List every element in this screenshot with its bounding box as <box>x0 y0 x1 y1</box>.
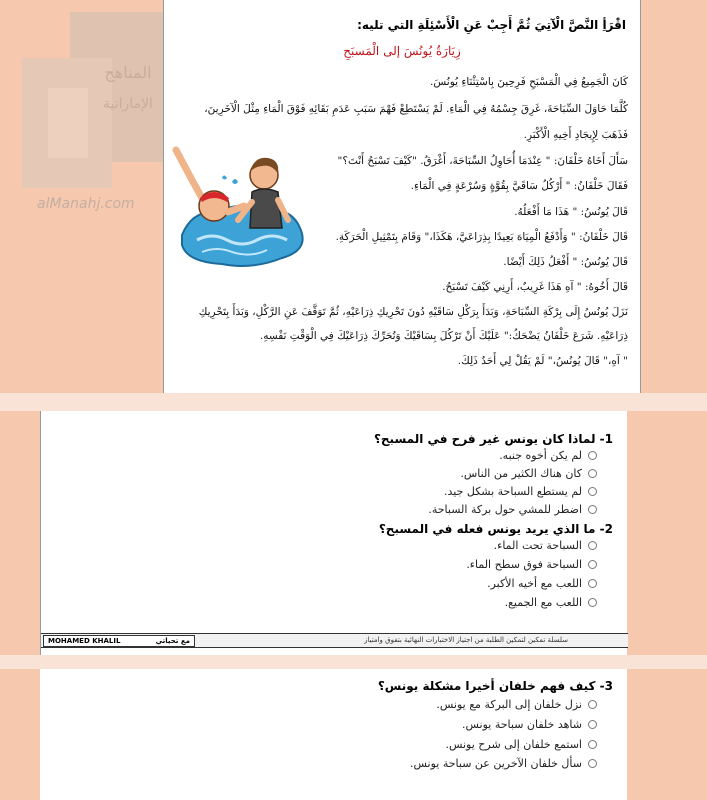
left-margin-strip <box>0 0 20 393</box>
author-name: MOHAMED KHALIL <box>48 637 121 645</box>
story-line: نَزَلَ يُونُسُ إِلَى بِرْكَةِ السِّبَاحَةِ، وَبَدَأَ بِرَكْلِ سَاقَيْهِ دُونَ تَحْرِيكِ ذِرَاعَيْهِ، ثُمَّ تَوَقَّفَ عَنِ الرَّكْلِ، وَبَدَأَ بِتَحْرِيكِ <box>198 306 628 318</box>
separator-strip <box>0 655 707 669</box>
question-3-title: 3- كيف فهم خلفان أخيرا مشكلة يونس؟ <box>377 679 613 693</box>
instruction: اقْرَأِ النَّصَّ الْآتِيَ ثُمَّ أَجِبْ عَنِ الْأَسْئِلَةِ التي تليه: <box>357 18 626 32</box>
question-1-option[interactable] <box>444 485 597 498</box>
story-line: فَذَهَبَ لِإِيجَادِ أَخِيهِ الْأَكْبَرِ. <box>523 129 628 141</box>
option-label: لم يكن أخوه جنبه. <box>499 449 582 462</box>
radio-circle-icon[interactable] <box>588 451 597 460</box>
radio-circle-icon[interactable] <box>588 487 597 496</box>
watermark-text-1: المناهج <box>104 63 152 82</box>
story-line: كَانَ الْجَمِيعُ فِي الْمَسْبَحِ فَرِحِينَ بِاسْتِثْنَاءِ يُونُسَ. <box>430 76 628 88</box>
option-label: استمع خلفان إلى شرح يونس. <box>445 738 582 751</box>
question-1-title: 1- لماذا كان يونس غير فرح في المسبح؟ <box>373 432 613 446</box>
option-label: نزل خلفان إلى البركة مع يونس. <box>436 698 582 711</box>
questions-panel <box>40 411 627 655</box>
radio-circle-icon[interactable] <box>588 541 597 550</box>
option-label: كان هناك الكثير من الناس. <box>460 467 582 480</box>
story-line: كُلَّمَا حَاوَلَ السِّبَاحَةَ، غَرِقَ جِسْمُهُ فِي الْمَاءِ. لَمْ يَسْتَطِعْ فَهْمَ سَبَبِ عَدَمِ بَقَائِهِ فَوْقَ الْمَاءِ مِثْلَ الْآخَرِينَ، <box>204 103 628 115</box>
radio-circle-icon[interactable] <box>588 740 597 749</box>
option-label: اللعب مع الجميع. <box>504 596 582 609</box>
watermark-text-2: الإماراتية <box>103 96 153 112</box>
option-label: السباحة فوق سطح الماء. <box>466 558 582 571</box>
author-greeting: مع تحياتي <box>155 637 190 645</box>
swimming-boys-illustration <box>172 140 312 275</box>
radio-circle-icon[interactable] <box>588 560 597 569</box>
option-label: اللعب مع أخيه الأكبر. <box>487 577 582 590</box>
radio-circle-icon[interactable] <box>588 505 597 514</box>
separator-strip <box>0 393 707 411</box>
watermark-url: alManahj.com <box>37 196 135 212</box>
radio-circle-icon[interactable] <box>588 579 597 588</box>
page-footer <box>41 633 628 648</box>
story-line: سَأَلَ أَخَاهُ خَلْفَانَ: " عِنْدَمَا أُحَاوِلُ السِّبَاحَةَ، أَغْرَقُ. "كَيْفَ تَسْبَحُ أَنْتَ؟" <box>337 155 628 167</box>
question-2-option[interactable] <box>505 596 597 609</box>
story-line: قَالَ يُونُسُ: " أَفْعَلُ ذَلِكَ أَيْضًا. <box>503 256 628 268</box>
story-title: زِيَارَةُ يُونُسَ إلى الْمَسبَحِ <box>343 44 461 58</box>
question-3-option[interactable] <box>436 698 597 711</box>
option-label: السباحة تحت الماء. <box>493 539 582 552</box>
question-2-option[interactable] <box>494 539 597 552</box>
question-2-title: 2- ما الذي يريد يونس فعله في المسبح؟ <box>378 522 613 536</box>
question-2-option[interactable] <box>466 558 597 571</box>
author-box <box>43 635 195 647</box>
question-3-option[interactable] <box>410 757 597 770</box>
question-1-option[interactable] <box>460 467 597 480</box>
question-3-option[interactable] <box>462 718 597 731</box>
story-line: قَالَ خَلْفَانُ: " وَأَدْفَعُ الْمِيَاهَ بَعِيدًا بِذِرَاعَيَّ، هَكَذَا،" وَقَامَ بِتَمْثِيلِ الْحَرَكَةِ. <box>335 231 628 243</box>
question-1-option[interactable] <box>428 503 597 516</box>
question-3-panel <box>40 669 627 800</box>
option-label: لم يستطع السباحة بشكل جيد. <box>444 485 582 498</box>
option-label: اضطر للمشي حول بركة السباحة. <box>428 503 582 516</box>
option-label: سأل خلفان الآخرين عن سباحة يونس. <box>410 757 582 770</box>
series-title: سلسلة تمكين لتمكين الطلبة من اجتياز الاختبارات النهائية بتفوق وامتياز <box>364 636 568 644</box>
question-3-option[interactable] <box>445 738 597 751</box>
radio-circle-icon[interactable] <box>588 720 597 729</box>
radio-circle-icon[interactable] <box>588 598 597 607</box>
question-1-option[interactable] <box>499 449 597 462</box>
story-line: قَالَ أَخُوهُ: " آهِ هَذَا غَرِيبٌ، أَرِنِي كَيْفَ تَسْبَحُ. <box>442 281 628 293</box>
story-line: " آهِ،" قَالَ يُونُسُ،" لَمْ يَقُلْ لِي أَحَدٌ ذَلِكَ. <box>457 355 628 367</box>
story-line: ذِرَاعَيْهِ. شَرَعَ خَلْفَانُ يَضْحَكُ:" عَلَيْكَ أَنْ تَرْكُلَ بِسَاقَيْكَ وَتُحَرِّكَ ذِرَاعَيْكَ فِي الْوَقْتِ نَفْسِهِ. <box>259 330 628 342</box>
option-label: شاهد خلفان سباحة يونس. <box>462 718 582 731</box>
radio-circle-icon[interactable] <box>588 469 597 478</box>
story-line: قَالَ يُونُسُ: " هَذَا مَا أَفْعَلُهُ. <box>514 206 628 218</box>
radio-circle-icon[interactable] <box>588 700 597 709</box>
question-2-option[interactable] <box>487 577 597 590</box>
story-line: فَقَالَ خَلْفَانُ: " أَرْكُلُ سَاقَيَّ بِقُوَّةٍ وَسُرْعَةٍ فِي الْمَاءِ. <box>410 180 628 192</box>
radio-circle-icon[interactable] <box>588 759 597 768</box>
